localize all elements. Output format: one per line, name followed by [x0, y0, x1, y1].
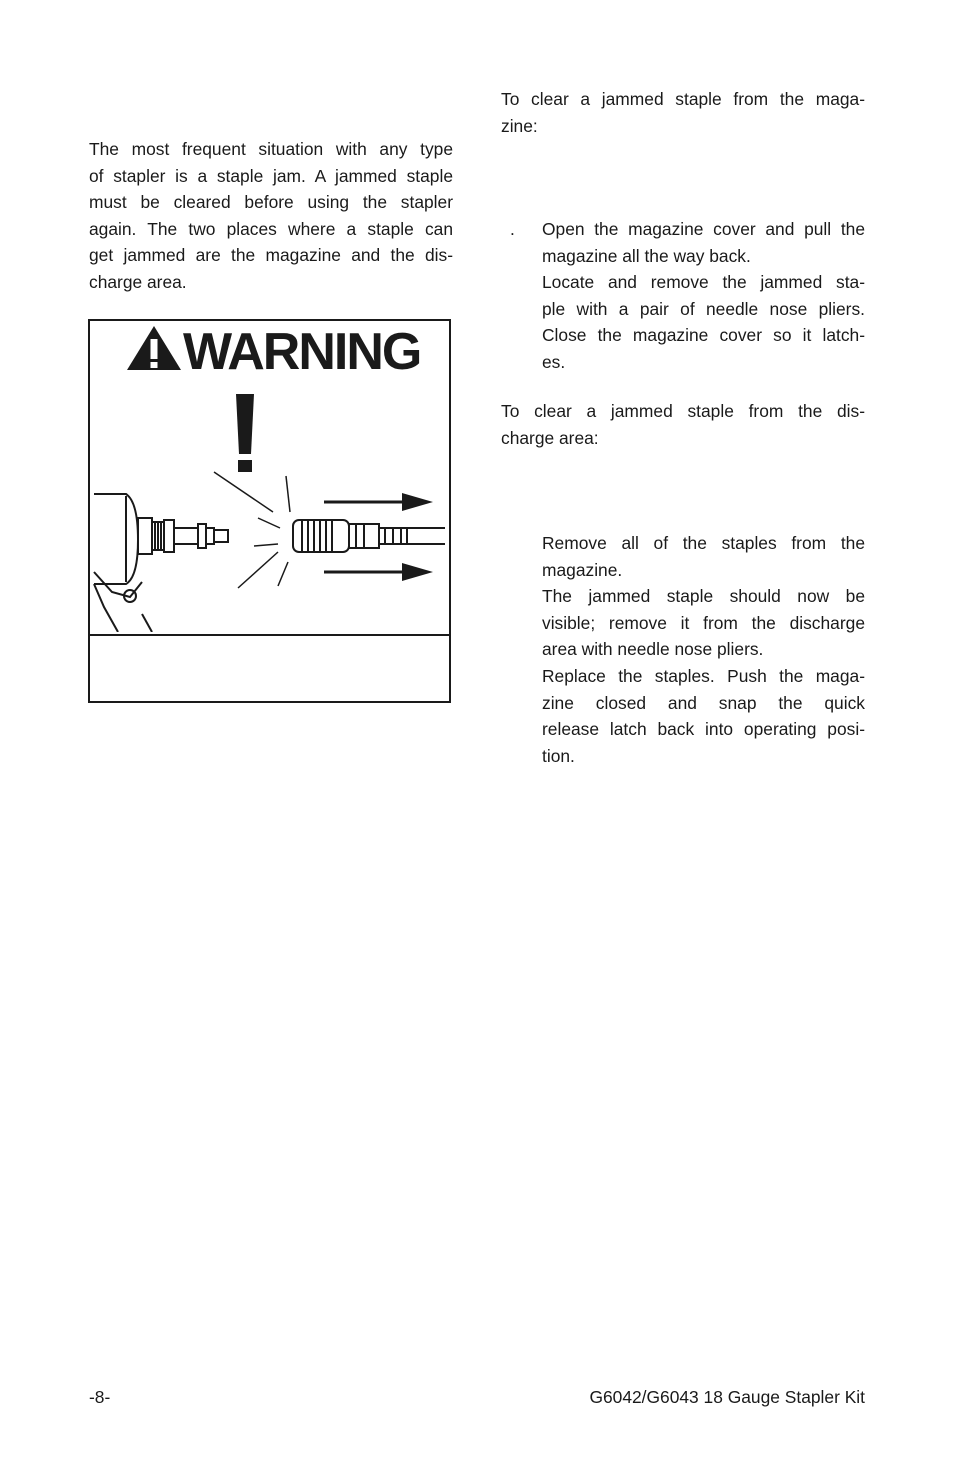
step-line: Close the magazine cover so it latch-	[542, 325, 865, 346]
warning-title: WARNING	[183, 323, 421, 381]
heading-line: zine:	[501, 115, 538, 136]
intro-line: get jammed are the magazine and the dis-	[89, 245, 453, 266]
step-line: area with needle nose pliers.	[542, 639, 764, 660]
warning-triangle-icon	[124, 323, 184, 373]
exclamation-icon	[236, 394, 254, 472]
intro-line: of stapler is a staple jam. A jammed staple	[89, 165, 453, 186]
heading-line: charge area:	[501, 427, 599, 448]
intro-line: again. The two places where a staple can	[89, 218, 453, 239]
step-line: tion.	[542, 745, 575, 766]
page-number: -8-	[89, 1387, 111, 1407]
intro-line: must be cleared before using the stapler	[89, 192, 453, 213]
disconnect-air-illustration	[90, 392, 447, 632]
step-line: zine closed and snap the quick	[542, 692, 865, 713]
intro-line: charge area.	[89, 271, 187, 292]
intro-line: The most frequent situation with any type	[89, 139, 453, 159]
step-line: ple with a pair of needle nose pliers.	[542, 298, 865, 319]
discharge-heading	[501, 398, 865, 451]
footer-title: G6042/G6043 18 Gauge Stapler Kit	[589, 1387, 865, 1407]
step-line: Replace the staples. Push the maga-	[542, 665, 865, 686]
magazine-heading	[501, 86, 865, 139]
heading-line: To clear a jammed staple from the maga-	[501, 89, 865, 109]
magazine-steps	[542, 216, 865, 376]
air-fitting-male	[138, 518, 228, 554]
step-line: Open the magazine cover and pull the	[542, 219, 865, 239]
air-coupler-female	[293, 520, 445, 552]
intro-paragraph	[89, 136, 453, 296]
step-line: magazine all the way back.	[542, 245, 751, 266]
stapler-body	[94, 494, 152, 632]
warning-divider	[90, 634, 449, 636]
step-line: visible; remove it from the discharge	[542, 612, 865, 633]
step-line: Remove all of the staples from the	[542, 533, 865, 553]
step-line: magazine.	[542, 559, 623, 580]
step-marker: .	[510, 219, 515, 239]
heading-line: To clear a jammed staple from the dis-	[501, 401, 865, 421]
step-line: es.	[542, 351, 566, 372]
step-line: Locate and remove the jammed sta-	[542, 272, 865, 293]
step-line: The jammed staple should now be	[542, 586, 865, 607]
discharge-steps	[542, 530, 865, 769]
step-line: release latch back into operating posi-	[542, 719, 865, 740]
